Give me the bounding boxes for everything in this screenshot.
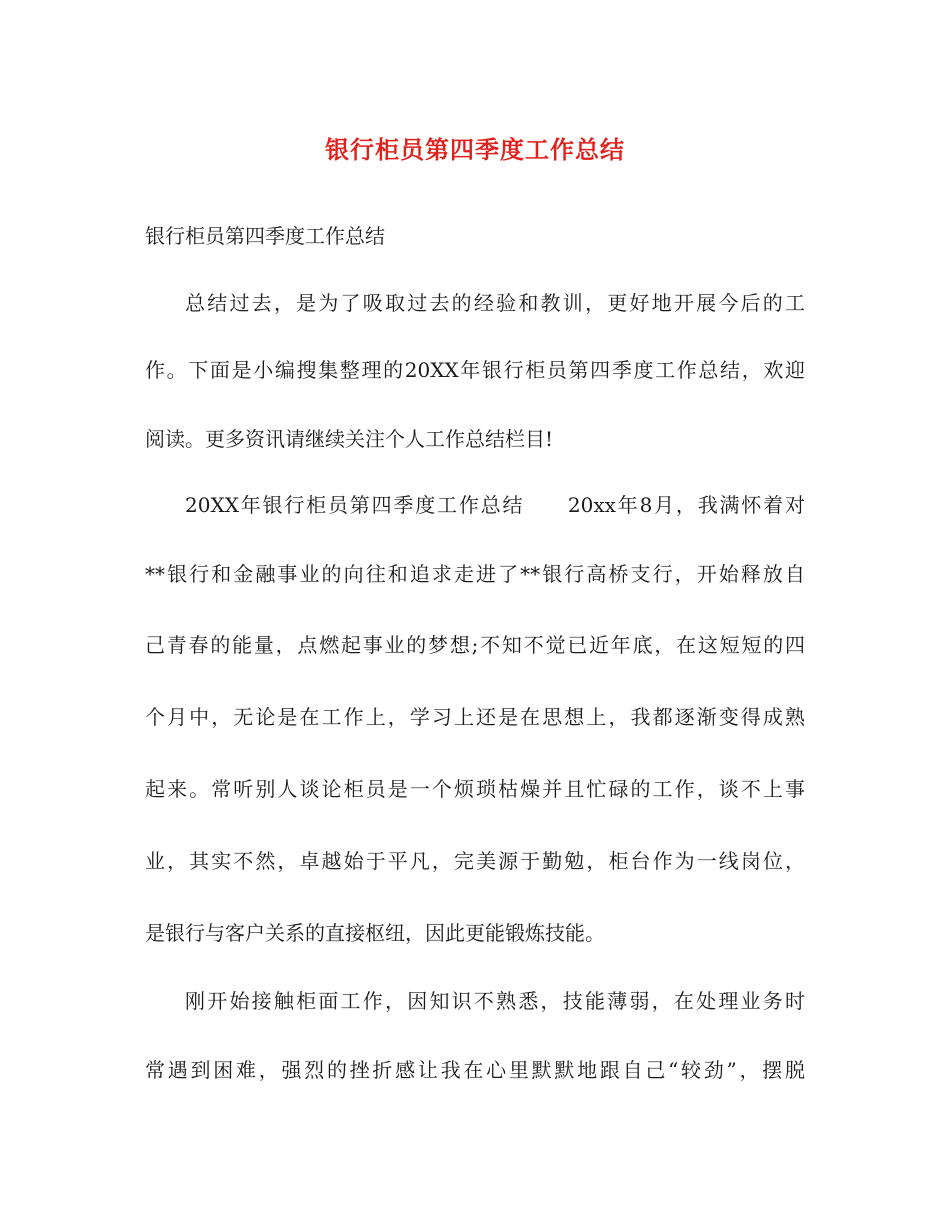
paragraph-line: 业，其实不然，卓越始于平凡，完美源于勤勉，柜台作为一线岗位， bbox=[145, 849, 805, 873]
paragraph-line: 20XX年银行柜员第四季度工作总结 20xx年8月，我满怀着对 bbox=[185, 493, 805, 517]
paragraph-line: 常遇到困难，强烈的挫折感让我在心里默默地跟自己“较劲”，摆脱 bbox=[145, 1058, 805, 1082]
paragraph-line: 是银行与客户关系的直接枢纽，因此更能锻炼技能。 bbox=[145, 921, 605, 945]
document-title: 银行柜员第四季度工作总结 bbox=[325, 135, 625, 164]
paragraph-line: **银行和金融事业的向往和追求走进了**银行高桥支行，开始释放自 bbox=[145, 562, 805, 586]
paragraph-line: 作。下面是小编搜集整理的20XX年银行柜员第四季度工作总结，欢迎 bbox=[145, 358, 805, 382]
paragraph-line: 阅读。更多资讯请继续关注个人工作总结栏目! bbox=[145, 427, 554, 451]
paragraph-line: 刚开始接触柜面工作，因知识不熟悉，技能薄弱，在处理业务时 bbox=[185, 989, 805, 1013]
paragraph-line: 起来。常听别人谈论柜员是一个烦琐枯燥并且忙碌的工作，谈不上事 bbox=[145, 777, 805, 801]
paragraph-line: 己青春的能量，点燃起事业的梦想;不知不觉已近年底，在这短短的四 bbox=[145, 633, 805, 657]
document-subtitle: 银行柜员第四季度工作总结 bbox=[145, 224, 385, 248]
paragraph-line: 总结过去，是为了吸取过去的经验和教训，更好地开展今后的工 bbox=[185, 291, 805, 315]
paragraph-line: 个月中，无论是在工作上，学习上还是在思想上，我都逐渐变得成熟 bbox=[145, 705, 805, 729]
